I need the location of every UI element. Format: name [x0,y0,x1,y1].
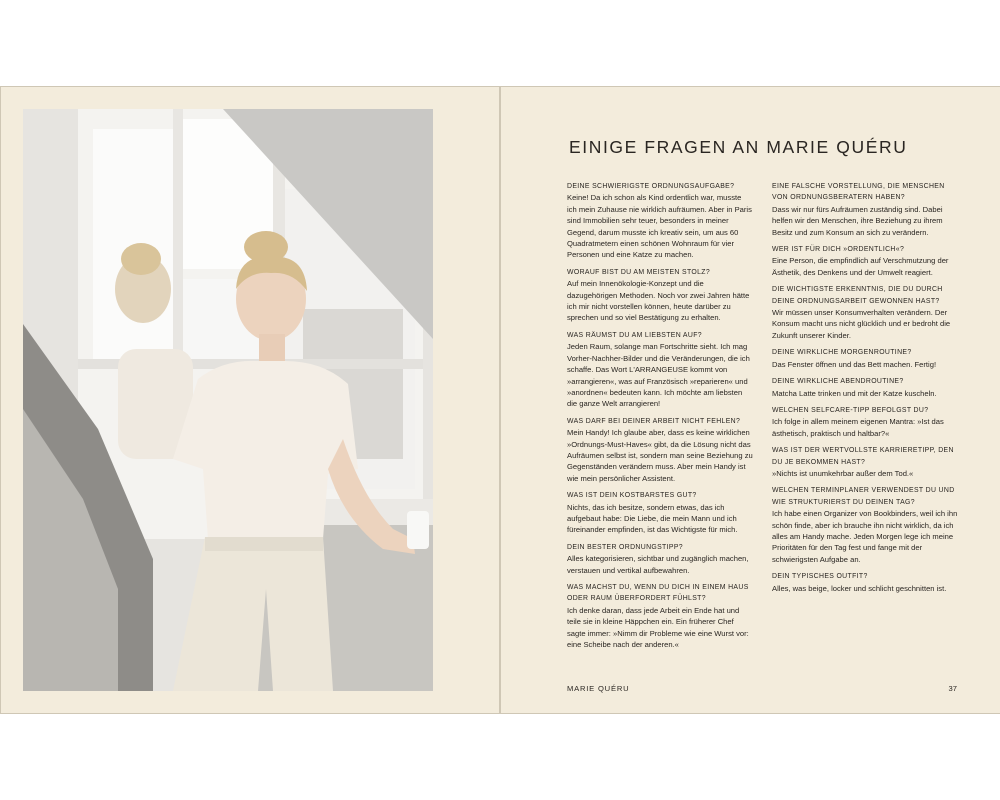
question: WELCHEN TERMINPLANER VERWENDEST DU UND WIE STRUKTURIERST DU DEINEN TAG? [772,487,955,506]
answer: Mein Handy! Ich glaube aber, dass es keine wirklichen »Ordnungs-Must-Haves« gibt, da die Lösung nicht das Aufräumen selbst ist, sondern man seine Beziehung zu Gegenständen verändern muss. Aber mein Handy ist wie mein persönlicher Assistent. [567,428,753,483]
answer: Ich denke daran, dass jede Arbeit ein Ende hat und teile sie in kleine Häppchen ein. Ein früherer Chef sagte immer: »Nimm dir Probleme wie eine Wurst vor: eine Scheibe nach der anderen.« [567,605,749,650]
qa-item [567,267,753,324]
question: WAS RÄUMST DU AM LIEBSTEN AUF? [567,331,702,339]
question: WAS IST DER WERTVOLLSTE KARRIERETIPP, DEN DU JE BEKOMMEN HAST? [772,447,954,466]
question: DEIN BESTER ORDNUNGSTIPP? [567,543,683,551]
answer: Das Fenster öffnen und das Bett machen. Fertig! [772,359,937,369]
right-page [501,87,1000,713]
answer: Eine Person, die empfindlich auf Verschmutzung der Ästhetik, des Denkens und der Umwelt reagiert. [772,256,949,277]
qa-item [772,244,958,278]
answer: Alles kategorisieren, sichtbar und zugänglich machen, verstauen und vertikal aufbewahren. [567,554,749,575]
qa-item [567,542,753,576]
answer: Keine! Da ich schon als Kind ordentlich war, musste ich mein Zuhause nie wirklich aufräumen. Aber in Paris sind Immobilien sehr teuer, besonders in meiner Gegend, darum musste ich kreativ sein, um aus 60 Quadratmetern einen schönen Wohnraum für vier Personen und eine Katze zu machen. [567,193,752,260]
answer: Matcha Latte trinken und mit der Katze kuscheln. [772,388,937,398]
answer: »Nichts ist unumkehrbar außer dem Tod.« [772,468,914,478]
qa-item [567,330,753,410]
portrait-illustration [23,109,433,691]
question: WORAUF BIST DU AM MEISTEN STOLZ? [567,268,711,276]
qa-item [772,347,958,370]
qa-item [567,490,753,536]
question: EINE FALSCHE VORSTELLUNG, DIE MENSCHEN VON ORDNUNGSBERATERN HABEN? [772,183,945,202]
answer: Ich folge in allem meinem eigenen Mantra: »Ist das ästhetisch, praktisch und haltbar?« [772,417,944,438]
interview-column-left [567,181,753,656]
question: DEIN TYPISCHES OUTFIT? [772,573,868,581]
question: WAS MACHST DU, WENN DU DICH IN EINEM HAUS ODER RAUM ÜBERFORDERT FÜHLST? [567,584,749,603]
answer: Auf mein Innenökologie-Konzept und die dazugehörigen Methoden. Noch vor zwei Jahren hätte ich mir nicht vorstellen können, heute darüber zu sprechen und so viel Bestätigung zu erhalten. [567,279,750,323]
answer: Nichts, das ich besitze, sondern etwas, das ich aufgebaut habe: Die Liebe, die mein Mann und ich füreinander empfinden, ist das Wichtigste für mich. [567,502,738,535]
qa-item [772,376,958,399]
left-page [0,87,500,713]
qa-item [567,416,753,484]
qa-item [772,284,958,341]
answer: Wir müssen unser Konsumverhalten verändern. Der Konsum macht uns nicht glücklich und er bedroht die Zukunft unserer Kinder. [772,308,951,340]
question: DEINE WIRKLICHE MORGENROUTINE? [772,349,912,357]
qa-item [567,582,753,650]
qa-item [772,405,958,439]
question: WER IST FÜR DICH »ORDENTLICH«? [772,246,905,254]
interview-column-right [772,181,958,600]
page-number: 37 [948,684,957,693]
running-footer-name: MARIE QUÉRU [567,684,630,693]
question: WAS IST DEIN KOSTBARSTES GUT? [567,492,697,500]
answer: Jeden Raum, solange man Fortschritte sieht. Ich mag Vorher-Nachher-Bilder und die Veränderungen, die ich schaffe. Das Wort L'ARRANGEUSE kommt von »arrangieren«, was auf Französisch »reparieren« und »anordnen« bedeuten kann. Ich möchte am liebsten die ganze Welt arrangieren! [567,342,750,409]
portrait-photo [23,109,433,691]
qa-item [567,181,753,261]
answer: Ich habe einen Organizer von Bookbinders, weil ich ihn schön finde, aber ich brauche ihn nicht wirklich, da ich alles am Handy mache. Jeden Morgen lege ich meine Prioritäten für den Tag fest und fange mit der schwierigsten Aufgabe an. [772,509,958,564]
answer: Dass wir nur fürs Aufräumen zuständig sind. Dabei helfen wir den Menschen, ihre Beziehung zu ihrem Besitz und zum Konsum an sich zu verändern. [772,204,943,237]
answer: Alles, was beige, locker und schlicht geschnitten ist. [772,583,947,593]
qa-item [772,571,958,594]
question: DEINE SCHWIERIGSTE ORDNUNGSAUFGABE? [567,183,735,190]
qa-item [772,485,958,565]
question: WELCHEN SELFCARE-TIPP BEFOLGST DU? [772,406,929,414]
question: DIE WICHTIGSTE ERKENNTNIS, DIE DU DURCH DEINE ORDNUNGSARBEIT GEWONNEN HAST? [772,286,943,305]
book-spread [0,86,1000,714]
question: WAS DARF BEI DEINER ARBEIT NICHT FEHLEN? [567,417,741,425]
question: DEINE WIRKLICHE ABENDROUTINE? [772,378,904,386]
qa-item [772,445,958,479]
page-title: EINIGE FRAGEN AN MARIE QUÉRU [569,137,908,157]
qa-item [772,181,958,238]
